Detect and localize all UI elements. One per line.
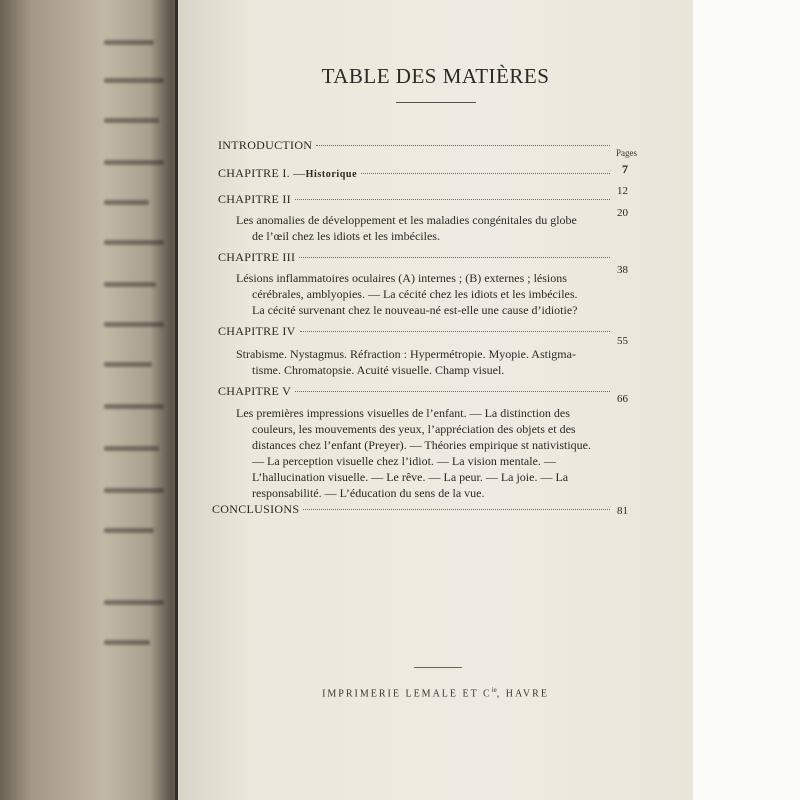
toc-entry-chapitre-1: CHAPITRE I. — Historique <box>218 166 614 181</box>
title-rule <box>396 102 476 103</box>
footer-rule <box>414 667 462 668</box>
toc-desc-chapitre-2: Les anomalies de développement et les maladies congénitales du globe de l’œil chez les idiots et les imbéciles. <box>236 213 577 243</box>
toc-entry-chapitre-2: CHAPITRE II <box>218 192 614 207</box>
printer-imprint: IMPRIMERIE LEMALE ET $C^{ie}$, HAVRE <box>322 686 549 700</box>
toc-page-introduction: 7 <box>622 162 628 176</box>
left-page-edge <box>0 0 175 800</box>
toc-page-chapitre-1: 12 <box>617 185 628 197</box>
toc-page-chapitre-5: 66 <box>617 393 628 405</box>
toc-entry-conclusions: CONCLUSIONS <box>212 502 614 517</box>
page-title: TABLE DES MATIÈRES <box>321 64 550 88</box>
toc-page-chapitre-2: 20 <box>617 207 628 219</box>
toc-entry-chapitre-5: CHAPITRE V <box>218 384 614 399</box>
toc-entry-chapitre-3: CHAPITRE III <box>218 250 614 265</box>
book-page <box>178 0 693 800</box>
toc-page-chapitre-3: 38 <box>617 264 628 276</box>
toc-page-chapitre-4: 55 <box>617 335 628 347</box>
toc-page-conclusions: 81 <box>617 505 628 517</box>
toc-entry-chapitre-4: CHAPITRE IV <box>218 324 614 339</box>
pages-column-heading: Pages <box>616 148 637 158</box>
toc-desc-chapitre-3: Lésions inflammatoires oculaires (A) internes ; (B) externes ; lésions cérébrales, amblyopies. — La cécité chez les idiots et les imbéciles. La cécité survenant chez le nouveau-né est-elle une cause d’idiotie? <box>236 271 578 317</box>
background-edge <box>693 0 800 800</box>
toc-desc-chapitre-4: Strabisme. Nystagmus. Réfraction : Hypermétropie. Myopie. Astigma- tisme. Chromatopsie. Acuité visuelle. Champ visuel. <box>236 347 576 377</box>
toc-entry-introduction: INTRODUCTION <box>218 138 614 153</box>
toc-desc-chapitre-5: Les premières impressions visuelles de l’enfant. — La distinction des couleurs, les mouvements des yeux, l’appréciation des objets et des distances chez l’enfant (Preyer). — Théories empirique st nativistique. — La perception visuelle chez l’idiot. — La vision mentale. — L’hallucination visuelle. — Le rêve. — La peur. — La joie. — La responsabilité. — L’éducation du sens de la vue. <box>236 406 591 500</box>
